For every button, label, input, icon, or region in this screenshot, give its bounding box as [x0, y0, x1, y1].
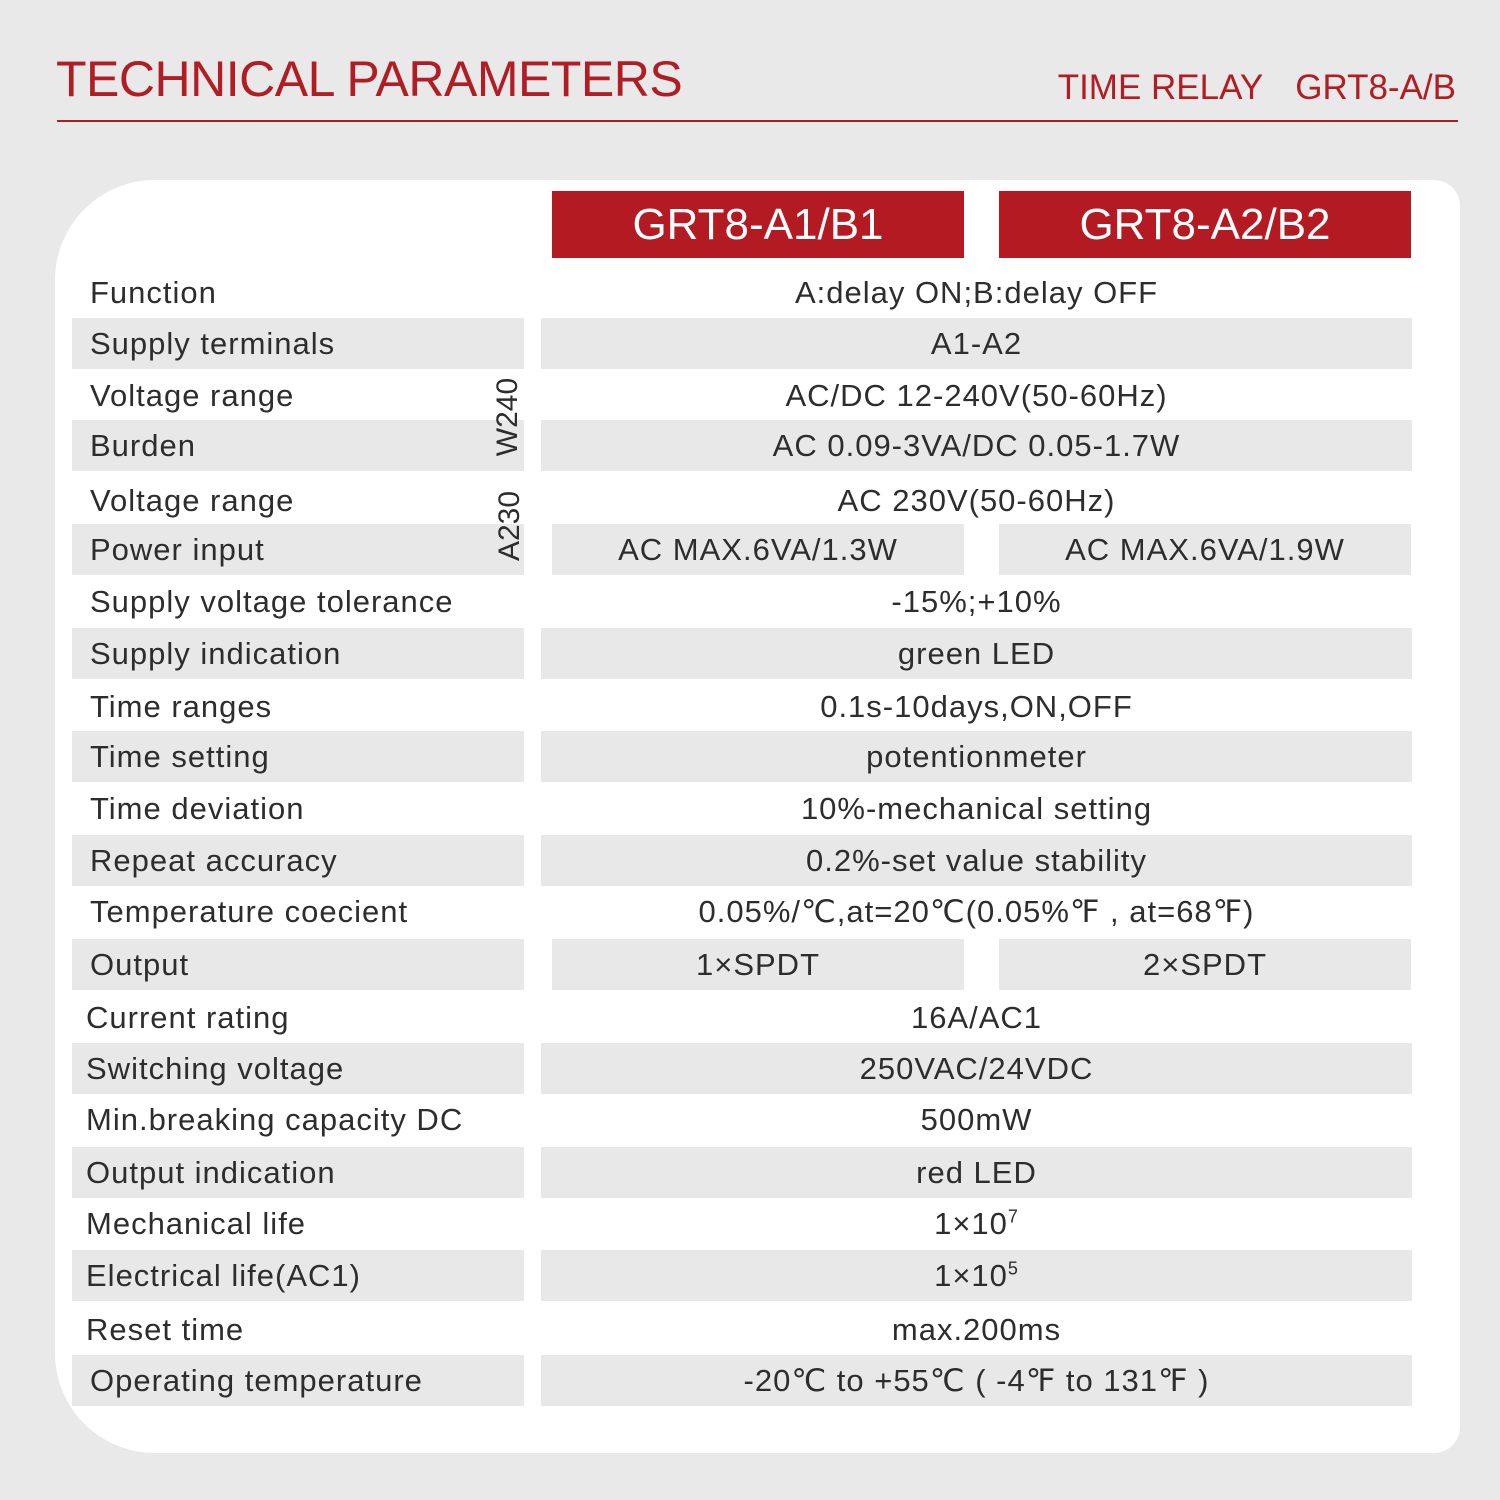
row-value: 16A/AC1 — [910, 1000, 1043, 1035]
table-row — [72, 992, 1412, 1043]
row-label: Function — [90, 275, 217, 310]
table-row — [72, 783, 1412, 834]
row-value: red LED — [541, 1147, 1412, 1198]
row-label: Operating temperature — [72, 1355, 524, 1406]
row-value-base: 1×10 — [934, 1206, 1008, 1241]
column-header-a2-b2: GRT8-A2/B2 — [999, 191, 1411, 258]
row-label: Reset time — [86, 1312, 245, 1347]
row-label: Voltage range — [90, 483, 295, 518]
row-value: -20℃ to +55℃ ( -4℉ to 131℉ ) — [541, 1355, 1412, 1406]
table-row — [72, 1250, 1412, 1301]
row-label: Switching voltage — [72, 1043, 524, 1094]
row-label: Supply indication — [72, 628, 524, 679]
table-row — [72, 370, 1412, 421]
row-value-base: 1×10 — [934, 1258, 1008, 1293]
row-label: Power input — [72, 524, 524, 575]
table-row — [72, 731, 1412, 782]
row-value-exponent: 5 — [1007, 1258, 1019, 1279]
row-label: Burden — [72, 420, 524, 471]
table-row — [72, 681, 1412, 732]
table-row — [72, 1355, 1412, 1406]
page-title: TECHNICAL PARAMETERS — [56, 51, 683, 107]
row-label: Repeat accuracy — [72, 835, 524, 886]
table-row — [72, 1147, 1412, 1198]
row-value: 250VAC/24VDC — [541, 1043, 1412, 1094]
row-label: Mechanical life — [86, 1206, 307, 1241]
table-row — [72, 576, 1412, 627]
row-label: Time ranges — [90, 689, 273, 724]
table-row — [72, 475, 1412, 526]
row-label: Electrical life(AC1) — [72, 1250, 524, 1301]
row-value — [541, 1250, 1412, 1301]
product-model: GRT8-A/B — [1295, 68, 1456, 107]
row-value: 0.2%-set value stability — [541, 835, 1412, 886]
table-row — [72, 1094, 1412, 1145]
row-value: max.200ms — [891, 1312, 1062, 1347]
row-value: 0.05%/℃,at=20℃(0.05%℉ , at=68℉) — [698, 894, 1255, 929]
row-value: AC 0.09-3VA/DC 0.05-1.7W — [541, 420, 1412, 471]
row-value: 0.1s-10days,ON,OFF — [820, 689, 1133, 724]
a230-group-tag: A230 — [493, 490, 526, 562]
row-label: Time setting — [72, 731, 524, 782]
product-type: TIME RELAY — [1057, 68, 1264, 107]
row-value-a1-b1: AC MAX.6VA/1.3W — [552, 524, 964, 575]
row-value-a1-b1: 1×SPDT — [552, 939, 964, 990]
row-value: 10%-mechanical setting — [800, 791, 1153, 826]
row-value-a2-b2: 2×SPDT — [999, 939, 1411, 990]
table-row — [72, 318, 1412, 369]
table-row — [72, 1304, 1412, 1355]
column-header-a1-b1: GRT8-A1/B1 — [552, 191, 964, 258]
row-value: 500mW — [920, 1102, 1033, 1137]
table-row — [72, 886, 1412, 937]
row-value: A:delay ON;B:delay OFF — [794, 275, 1159, 310]
row-label: Supply terminals — [72, 318, 524, 369]
row-value: A1-A2 — [541, 318, 1412, 369]
row-value — [541, 1198, 1412, 1249]
row-label: Supply voltage tolerance — [90, 584, 454, 619]
table-row — [72, 524, 1412, 575]
row-value: green LED — [541, 628, 1412, 679]
row-label: Temperature coecient — [90, 894, 409, 929]
row-label: Output — [72, 939, 524, 990]
row-value: -15%;+10% — [891, 584, 1062, 619]
table-row — [72, 1198, 1412, 1249]
table-row — [72, 420, 1412, 471]
row-label: Voltage range — [90, 378, 295, 413]
table-row — [72, 267, 1412, 318]
table-row — [72, 939, 1412, 990]
table-row — [72, 835, 1412, 886]
product-subtitle — [1058, 68, 1456, 108]
row-value-exponent: 7 — [1007, 1206, 1019, 1227]
table-row — [72, 628, 1412, 679]
row-label: Min.breaking capacity DC — [86, 1102, 464, 1137]
w240-group-tag: W240 — [491, 377, 524, 457]
row-label: Output indication — [72, 1147, 524, 1198]
table-row — [72, 1043, 1412, 1094]
row-label: Time deviation — [90, 791, 305, 826]
row-value-a2-b2: AC MAX.6VA/1.9W — [999, 524, 1411, 575]
row-label: Current rating — [86, 1000, 290, 1035]
row-value: AC/DC 12-240V(50-60Hz) — [785, 378, 1168, 413]
row-value: AC 230V(50-60Hz) — [837, 483, 1116, 518]
header-divider — [57, 120, 1458, 122]
row-value: potentionmeter — [541, 731, 1412, 782]
